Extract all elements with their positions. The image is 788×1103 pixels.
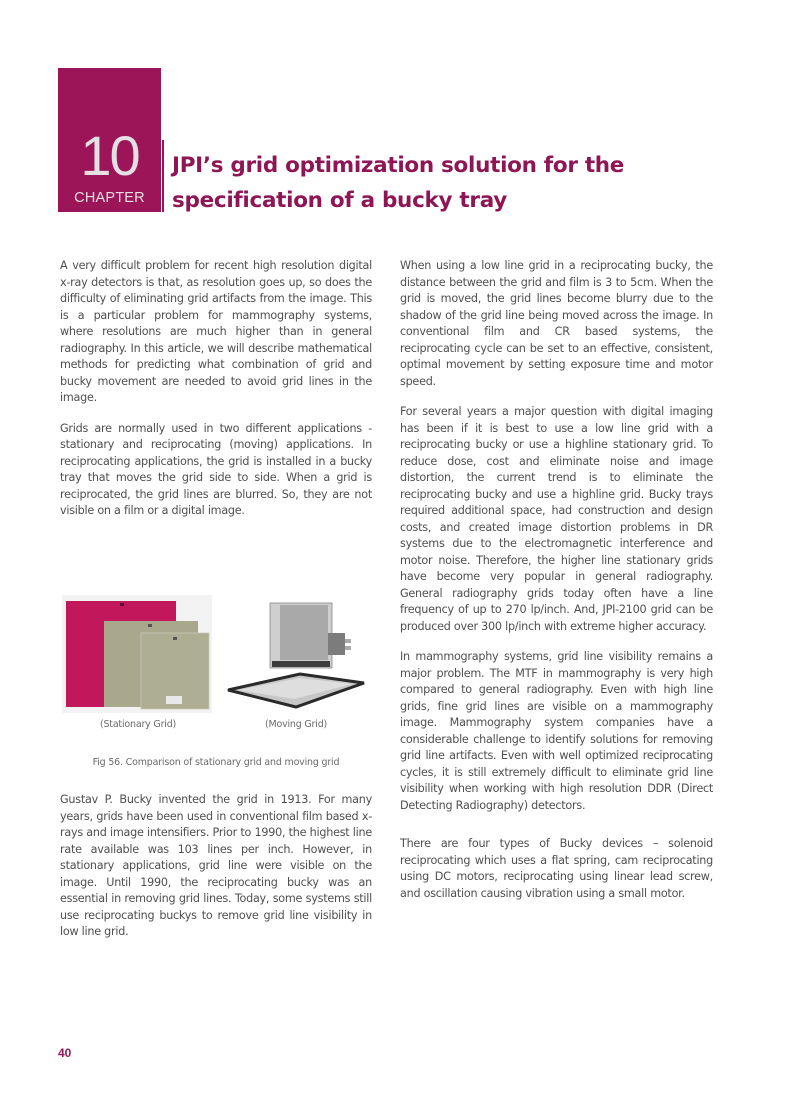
moving-motor [328,633,345,655]
left-column [60,258,372,534]
left-column-lower [60,792,372,955]
paragraph-mammography: In mammography systems, grid line visibility remains a major problem. The MTF in mammography is very high compared to general radiography. Even with high line grids, fine grid lines are visible on a mammography image. Mammography system companies have a considerable challenge to identify solutions for removing grid line artifacts. Even with well optimized reciprocating cycles, it is still extremely difficult to eliminate grid line visibility when working with high resolution DDR (Direct Detecting Radiography) detectors. [400,650,713,812]
chapter-label: CHAPTER [74,190,145,206]
paragraph-intro: A very difficult problem for recent high resolution digital x-ray detectors is that, as resolution goes up, so does the difficulty of eliminating grid artifacts from the image. This is a particular problem for mammography systems, where resolutions are much higher than in general radiography. In this article, we will describe mathematical methods for predicting what combination of grid and bucky movement are needed to avoid grid lines in the image. [60,259,372,404]
page-number: 40 [58,1046,72,1060]
moving-grid-image [220,595,372,713]
right-column [400,258,713,916]
paragraph-low-line-grid: When using a low line grid in a reciprocating bucky, the distance between the grid and film is 3 to 5cm. When the grid is moved, the grid lines become blurry due to the shadow of the grid line being moved across the image. In conventional film and CR based systems, the reciprocating cycle can be set to an effective, consistent, optimal movement by setting exposure time and motor speed. [400,259,713,388]
stationary-sticker [166,696,182,704]
stationary-label-2 [148,624,152,627]
moving-tray-edge [272,661,330,667]
figure-grid-comparison [60,595,372,770]
figure-caption: Fig 56. Comparison of stationary grid and moving grid [92,757,340,768]
title-divider [162,140,164,212]
paragraph-history: Gustav P. Bucky invented the grid in 1913. For many years, grids have been used in conventional film based x-rays and image intensifiers. Prior to 1990, the highest line rate available was 103 lines per inch. However, in stationary applications, grid line were visible on the image. Until 1990, the reciprocating bucky was an essential in removing grid lines. Today, some systems still use reciprocating buckys to remove grid line visibility in low line grid. [60,793,372,938]
moving-connector-2 [345,646,351,650]
title-line-2: specification of a bucky tray [172,188,507,213]
chapter-badge [58,68,161,212]
moving-tray-plate [280,605,328,660]
moving-connector-1 [345,639,351,643]
stationary-grid-label: (Stationary Grid) [99,719,177,730]
paragraph-bucky-types: There are four types of Bucky devices – solenoid reciprocating which uses a flat spring, cam reciprocating using DC motors, reciprocating using linear lead screw, and oscillation causing vibration using a small motor. [400,837,713,900]
moving-grid-label: (Moving Grid) [264,719,328,730]
title-line-1: JPI’s grid optimization solution for the [172,153,625,178]
stationary-grid-image [62,595,212,713]
stationary-label-1 [120,603,124,606]
page-title [172,148,642,218]
paragraph-grid-applications: Grids are normally used in two different applications - stationary and reciprocating (moving) applications. In reciprocating applications, the grid is installed in a bucky tray that moves the grid side to side. When a grid is reciprocated, the grid lines are blurred. So, they are not visible on a film or a digital image. [60,421,372,517]
paragraph-digital-imaging: For several years a major question with digital imaging has been if it is best to use a low line grid with a reciprocating bucky or use a highline stationary grid. To reduce dose, cost and eliminate noise and image distortion, the current trend is to eliminate the reciprocating bucky and use a highline grid. Bucky trays required additional space, had construction and design costs, and created image distortion problems in DR systems due to the electromagnetic interference and motor noise. Therefore, the higher line stationary grids have become very popular in general radiography. General radiography grids today often have a line frequency of up to 270 lp/inch. And, JPI-2100 grid can be produced over 300 lp/inch with extreme higher accuracy. [400,405,713,633]
stationary-label-3 [173,637,177,640]
chapter-number: 10 [80,124,139,187]
